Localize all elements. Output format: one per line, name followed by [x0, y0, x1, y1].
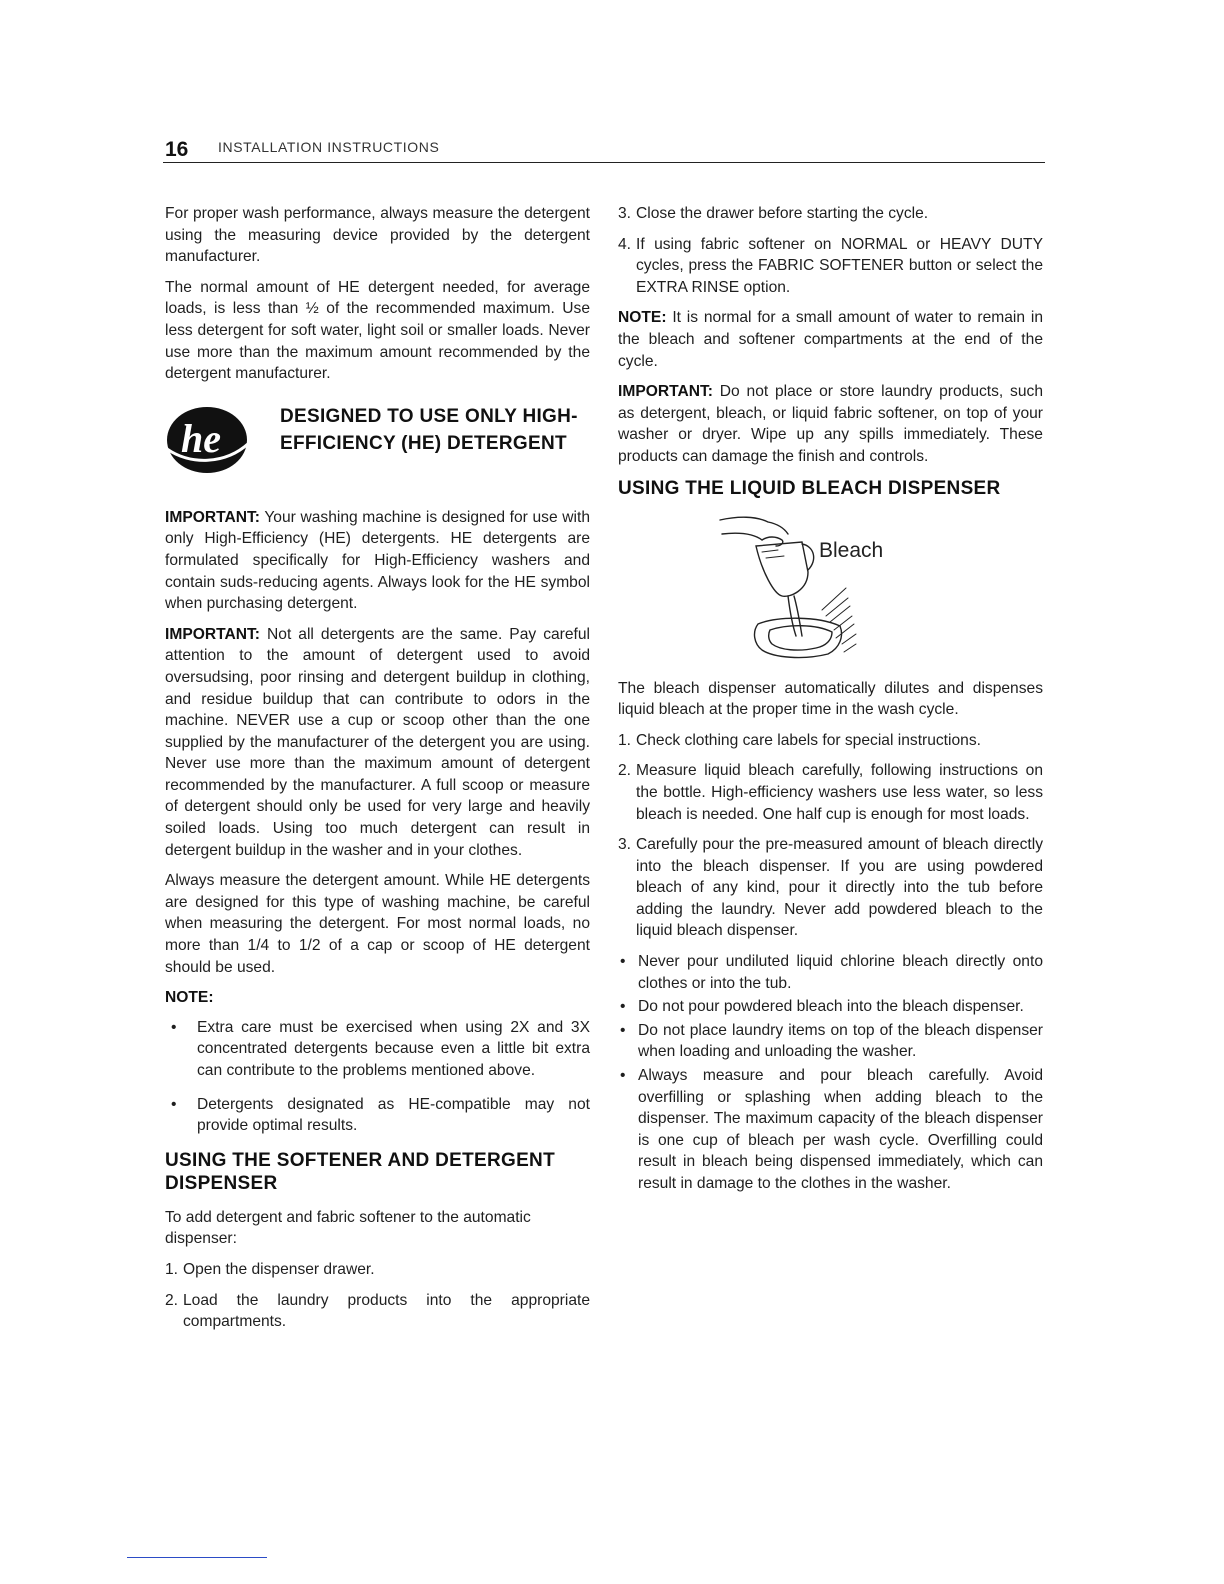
important-he-paragraph — [165, 507, 590, 615]
important-label: IMPORTANT: — [618, 383, 713, 401]
he-logo-text: he — [181, 415, 221, 461]
softener-heading: USING THE SOFTENER AND DETERGENT DISPENSER — [165, 1149, 555, 1194]
list-item: 1. Open the dispenser drawer. — [165, 1260, 375, 1278]
always-measure-paragraph: Always measure the detergent amount. While HE detergents are designed for this type of washing machine, be careful when measuring the detergent. For most normal loads, no more than 1/4 to 1/2 of a cap or scoop of HE detergent should be used. — [165, 872, 590, 976]
he-logo-icon — [165, 405, 251, 475]
he-callout — [165, 403, 590, 479]
bleach-bullets — [618, 951, 1043, 1195]
page-header — [163, 134, 1045, 163]
softener-steps — [165, 1259, 590, 1333]
list-item: 2. Load the laundry products into the appropriate compartments. — [165, 1291, 590, 1331]
bullet: • — [620, 998, 626, 1016]
bullet: • — [620, 1067, 626, 1085]
dispenser-steps — [618, 203, 1043, 298]
bleach-label: Bleach — [819, 538, 884, 562]
footer-rule — [127, 1557, 267, 1558]
page-number: 16 — [165, 138, 189, 161]
important-detergents-paragraph — [165, 624, 590, 862]
note-label: NOTE: — [618, 309, 667, 327]
list-item: • Do not pour powdered bleach into the bleach dispenser. — [618, 996, 1043, 1018]
bleach-heading: USING THE LIQUID BLEACH DISPENSER — [618, 477, 1001, 499]
list-item: • Never pour undiluted liquid chlorine bleach directly onto clothes or into the tub. — [620, 953, 1043, 992]
bullet: • — [171, 1018, 177, 1036]
list-item: 2. Measure liquid bleach carefully, following instructions on the bottle. High-efficiency washers use less water, so less bleach is needed. One half cup is enough for most loads. — [618, 762, 1043, 823]
list-item: 4. If using fabric softener on NORMAL or HEAVY DUTY cycles, press the FABRIC SOFTENER button or select the EXTRA RINSE option. — [618, 235, 1043, 296]
note-heading: NOTE: — [165, 989, 214, 1007]
right-column — [618, 203, 1043, 1201]
important-label: IMPORTANT: — [165, 625, 260, 643]
he-heading: DESIGNED TO USE ONLY HIGH-EFFICIENCY (HE) DETERGENT — [280, 405, 578, 454]
bullet: • — [620, 953, 626, 971]
normal-amount-paragraph: The normal amount of HE detergent needed, for average loads, is less than ½ of the recommended maximum. Use less detergent for soft water, light soil or smaller loads. Never use more than the maximum amount recommended by the detergent manufacturer. — [165, 278, 590, 383]
pouring-bleach-icon — [718, 512, 858, 660]
left-column — [165, 203, 590, 1342]
important-paragraph: IMPORTANT: Do not place or store laundry products, such as detergent, bleach, or liquid fabric softener, on top of your washer or dryer. Wipe up any spills immediately. These products can damage the finish and controls. — [618, 383, 1043, 465]
list-item: 3. Close the drawer before starting the cycle. — [618, 205, 929, 222]
list-item: • Detergents designated as HE-compatible may not provide optimal results. — [171, 1095, 590, 1135]
list-item: 3. Carefully pour the pre-measured amount of bleach directly into the bleach dispenser. If you are using powdered bleach of any kind, pour it directly into the tub before adding the laundry. Never add powdered bleach to the liquid bleach dispenser. — [618, 836, 1043, 940]
bleach-steps — [618, 730, 1043, 942]
list-item: • Extra care must be exercised when using 2X and 3X concentrated detergents because even a little bit extra can contribute to the problems mentioned above. — [171, 1018, 590, 1079]
measure-paragraph: For proper wash performance, always measure the detergent using the measuring device provided by the detergent manufacturer. — [165, 205, 590, 266]
note-paragraph: NOTE: It is normal for a small amount of water to remain in the bleach and softener compartments at the end of the cycle. — [618, 309, 1043, 370]
bullet: • — [620, 1021, 626, 1039]
section-title: INSTALLATION INSTRUCTIONS — [218, 139, 440, 155]
bleach-figure — [618, 512, 1043, 662]
note-list — [165, 1017, 590, 1137]
bullet: • — [171, 1095, 177, 1113]
list-item: • Always measure and pour bleach carefully. Avoid overfilling or splashing when adding bleach to the dispenser. The maximum capacity of the bleach dispenser is one cup of bleach per wash cycle. Overfilling could result in bleach being dispensed immediately, which can result in damage to the clothes in the washer. — [620, 1067, 1043, 1192]
important-label: IMPORTANT: — [165, 508, 260, 526]
softener-intro: To add detergent and fabric softener to the automatic dispenser: — [165, 1208, 531, 1248]
important-text: Not all detergents are the same. Pay careful attention to the amount of detergent used to avoid oversudsing, poor rinsing and detergent buildup in clothing, and residue buildup that can contribute to odors in the machine. NEVER use a cup or scoop other than the one supplied by the manufacturer of the detergent you are using. Never use more than the maximum amount of detergent recommended by the manufacturer. A full scoop or measure of detergent should only be used for very large and heavily soiled loads. Using too much detergent can result in detergent buildup in the washer and in your clothes. — [165, 625, 590, 859]
bleach-intro: The bleach dispenser automatically dilutes and dispenses liquid bleach at the proper time in the wash cycle. — [618, 679, 1043, 719]
important-text: Your washing machine is designed for use with only High-Efficiency (HE) detergents. HE detergents are formulated specifically for High-Efficiency washers and contain suds-reducing agents. Always look for the HE symbol when purchasing detergent. — [165, 508, 590, 613]
list-item: 1. Check clothing care labels for special instructions. — [618, 731, 981, 749]
list-item: • Do not place laundry items on top of the bleach dispenser when loading and unloading the washer. — [620, 1021, 1043, 1061]
